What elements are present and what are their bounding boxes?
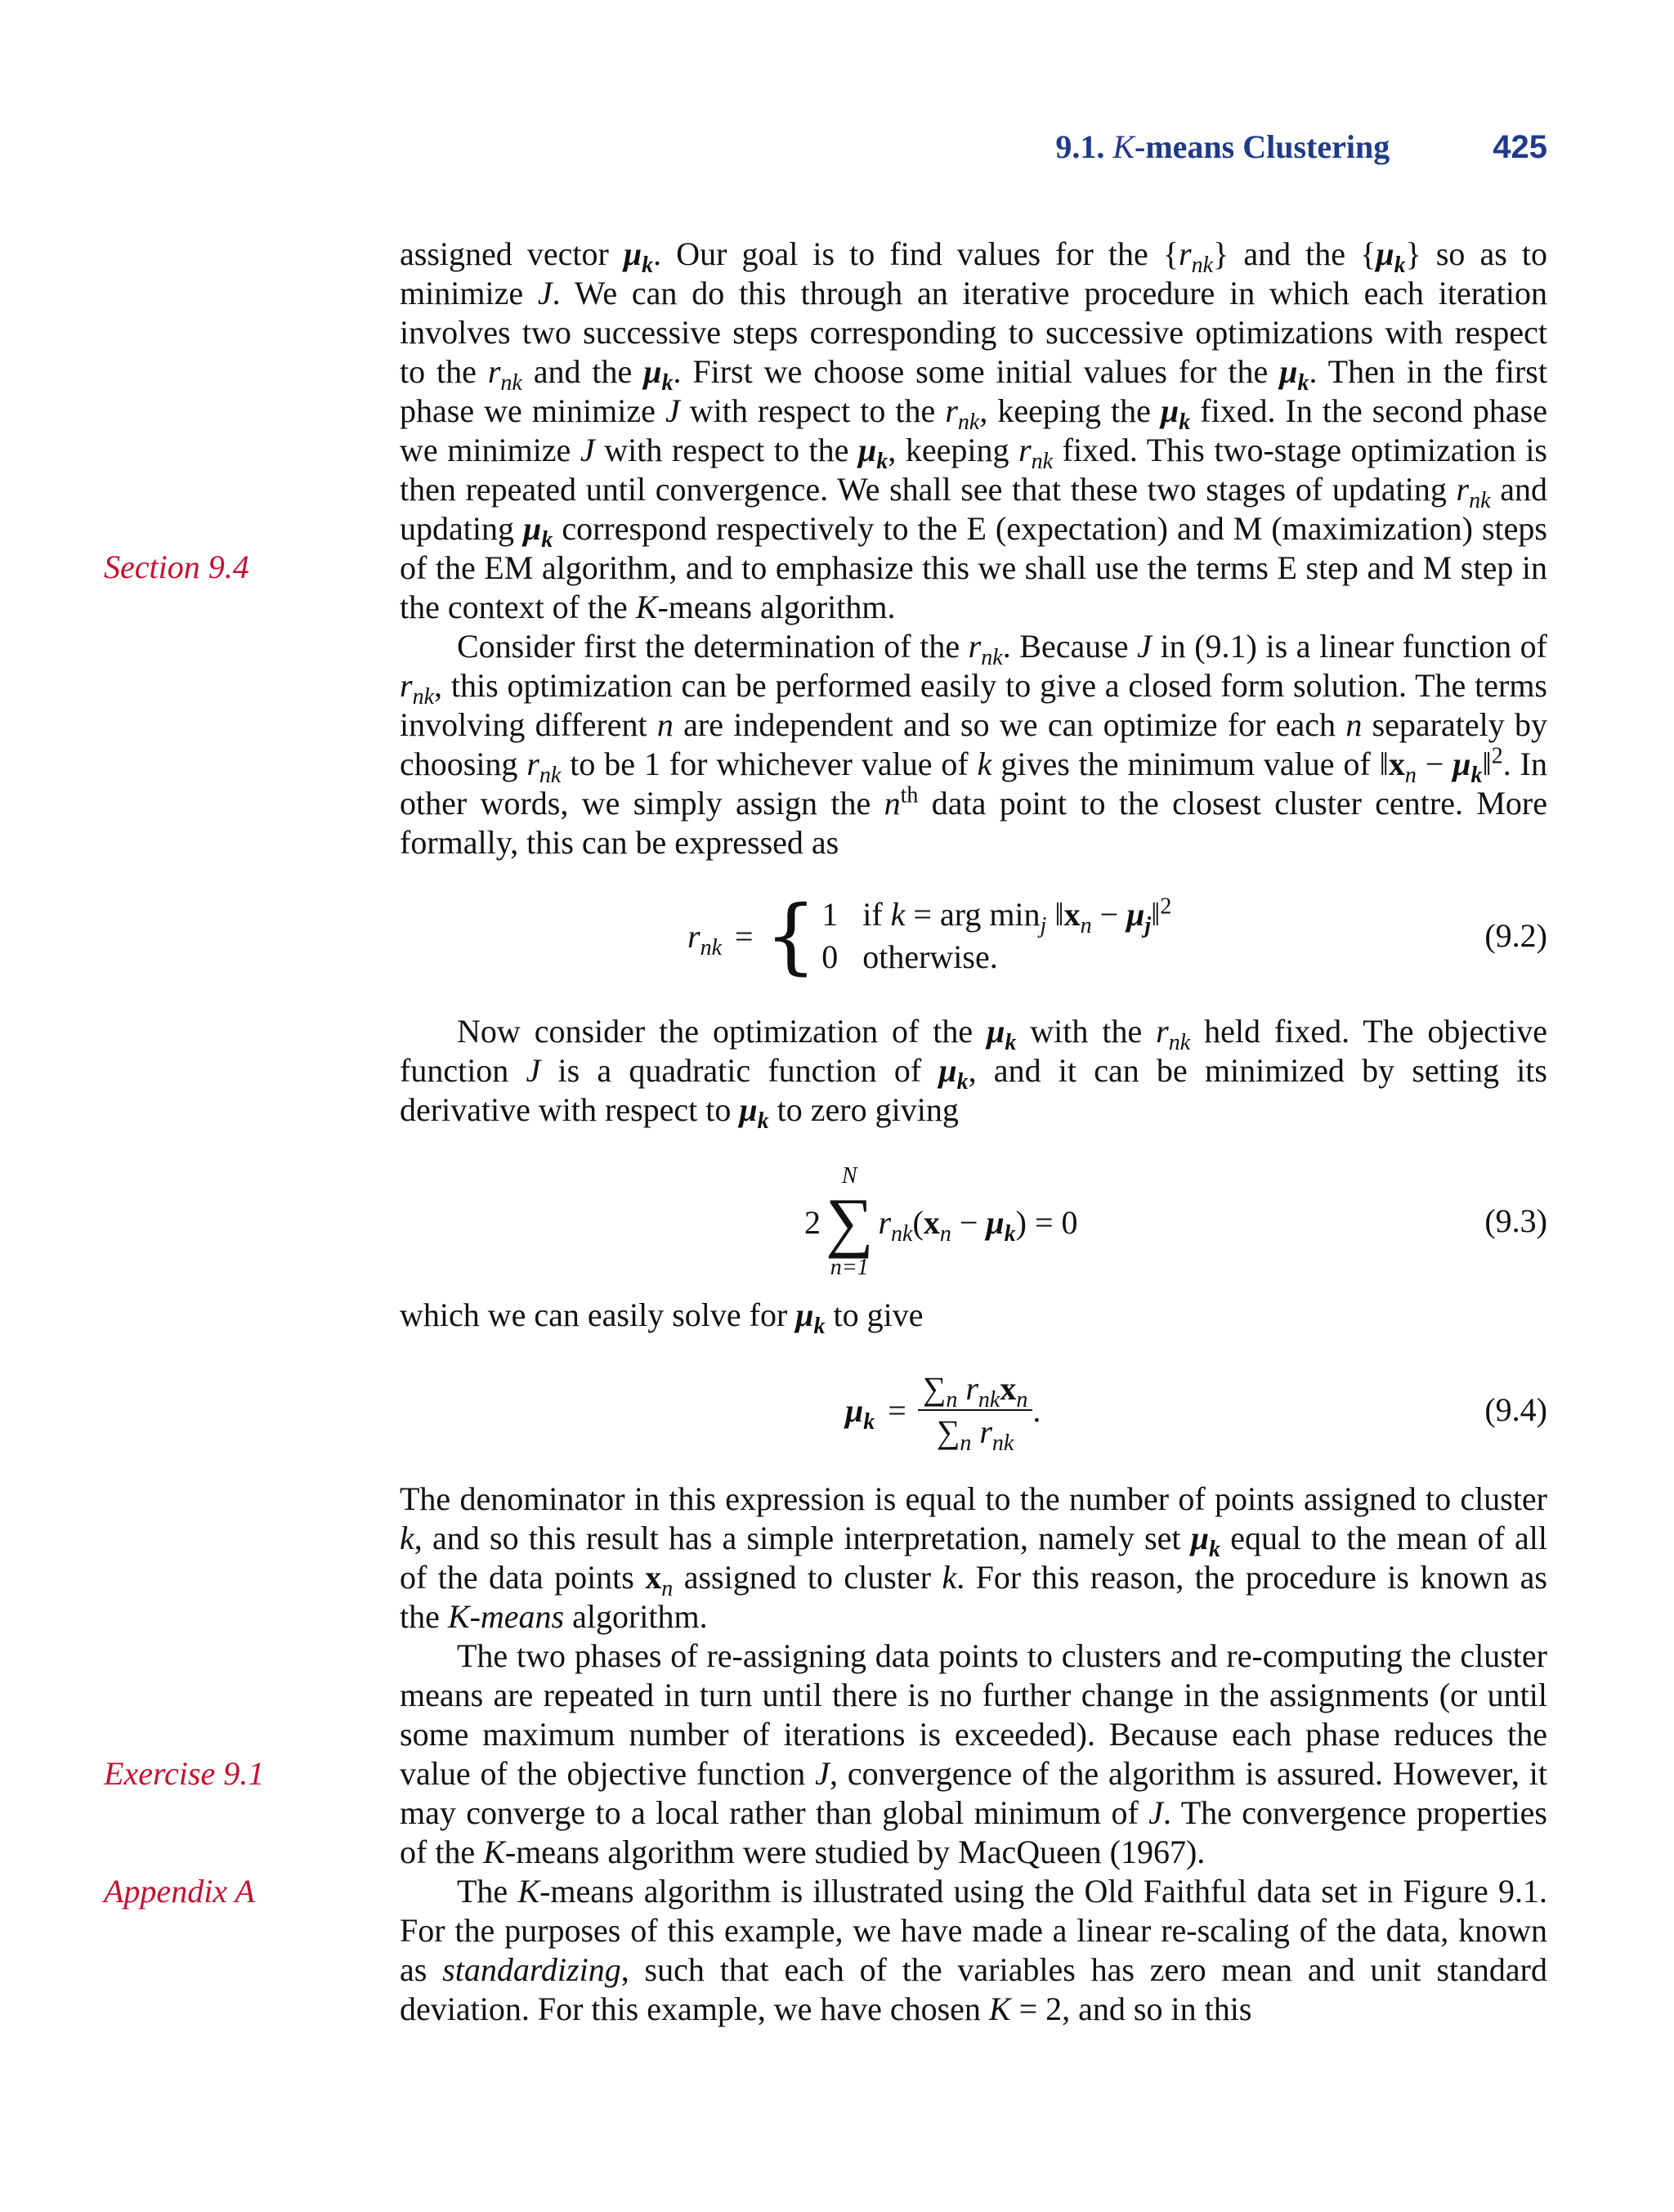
equation-9-3: 2 N ∑ n=1 $r_{nk}(x_n - \mu_k) = 0$ (9.3) bbox=[804, 1163, 1547, 1280]
running-header bbox=[1055, 128, 1547, 173]
body-text-block-3 bbox=[400, 1296, 1547, 1339]
margin-note-exercise: Exercise 9.1 bbox=[104, 1755, 265, 1792]
equation-number: (9.2) bbox=[1484, 917, 1547, 954]
equation-9-2: $r_{nk}$ = { 1 if k = arg $\min_j$ $‖x_n$ − $\mu_j‖^2$ 0 otherwise. (9.2) bbox=[687, 888, 1547, 983]
summation-symbol: ∑ bbox=[826, 1184, 874, 1259]
equation-9-4: $\mu_k$ = $\frac{\sum_n r_{nk}x_n}{\sum_n r_{nk}}$ . (9.4) bbox=[845, 1370, 1547, 1456]
paragraph-2: Consider first the determination of the $r_{nk}$. Because J in (9.1) is a linear function of $r_{nk}$, this optimization can be performed easily to give a closed form solution. The terms involving different n are independent and so we can optimize for each n separately by choosing $r_{nk}$ to be 1 for whichever value of k gives the minimum value of $‖x_n$ − $\mu_k‖^2$. In other words, we simply assign the $n^{th}$ data point to the closest cluster centre. More formally, this can be expressed as bbox=[400, 628, 1548, 861]
equation-number: (9.3) bbox=[1484, 1202, 1547, 1239]
paragraph-4: which we can easily solve for $\mu_k$ to give bbox=[400, 1296, 924, 1339]
body-text-block-4 bbox=[400, 1480, 1547, 2029]
brace-symbol: { bbox=[764, 888, 817, 983]
paragraph-5: The denominator in this expression is equal to the number of points assigned to cluster k, and so this result has a simple interpretation, namely set $\mu_k$ equal to the mean of all of the data points $x_n$ assigned to cluster k. For this reason, the procedure is known as the K-means algorithm. bbox=[400, 1480, 1547, 1635]
margin-note-section: Section 9.4 bbox=[104, 549, 249, 585]
paragraph-3: Now consider the optimization of the $\mu_k$ with the $r_{nk}$ held fixed. The objective function J is a quadratic function of $\mu_k$, and it can be minimized by setting its derivative with respect to $\mu_k$ to zero giving bbox=[400, 1013, 1547, 1134]
paragraph-1: assigned vector $\mu_k$. Our goal is to find values for the $\{r_{nk}\}$ and the $\{\mu_k\}$ so as to minimize J. We can do this through an iterative procedure in which each iteration involves two successive steps corresponding to successive optimizations with respect to the $r_{nk}$ and the $\mu_k$. First we choose some initial values for the $\mu_k$. Then in the first phase we minimize J with respect to the $r_{nk}$, keeping the $\mu_k$ fixed. In the second phase we minimize J with respect to the $\mu_k$, keeping $r_{nk}$ fixed. This two-stage optimization is then repeated until convergence. We shall see that these two stages of updating $r_{nk}$ and updating $\mu_k$ correspond respectively to the E (expectation) and M (maximization) steps of the EM algorithm, and to emphasize this we shall use the terms E step and M step in the context of the K-means algorithm. bbox=[400, 235, 1547, 625]
page-number: 425 bbox=[1493, 129, 1547, 165]
margin-note-appendix: Appendix A bbox=[104, 1873, 255, 1910]
fraction: $\frac{\sum_n r_{nk}x_n}{\sum_n r_{nk}}$ bbox=[918, 1369, 1033, 1451]
body-text-block-2 bbox=[400, 1012, 1547, 1134]
paragraph-7: The K-means algorithm is illustrated using the Old Faithful data set in Figure 9.1. For the purposes of this example, we have made a linear re-scaling of the data, known as standardizing, such that each of the variables has zero mean and unit standard deviation. For this example, we have chosen K = 2, and so in this bbox=[400, 1873, 1547, 2027]
paragraph-6: The two phases of re-assigning data points to clusters and re-computing the cluster means are repeated in turn until there is no further change in the assignments (or until some maximum number of iterations is exceeded). Because each phase reduces the value of the objective function J, convergence of the algorithm is assured. However, it may converge to a local rather than global minimum of J. The convergence properties of the K-means algorithm were studied by MacQueen (1967). bbox=[400, 1637, 1548, 1870]
body-text-block-1 bbox=[400, 235, 1547, 862]
section-title: 9.1. K-means Clustering bbox=[1055, 128, 1390, 165]
equation-number: (9.4) bbox=[1484, 1391, 1547, 1428]
